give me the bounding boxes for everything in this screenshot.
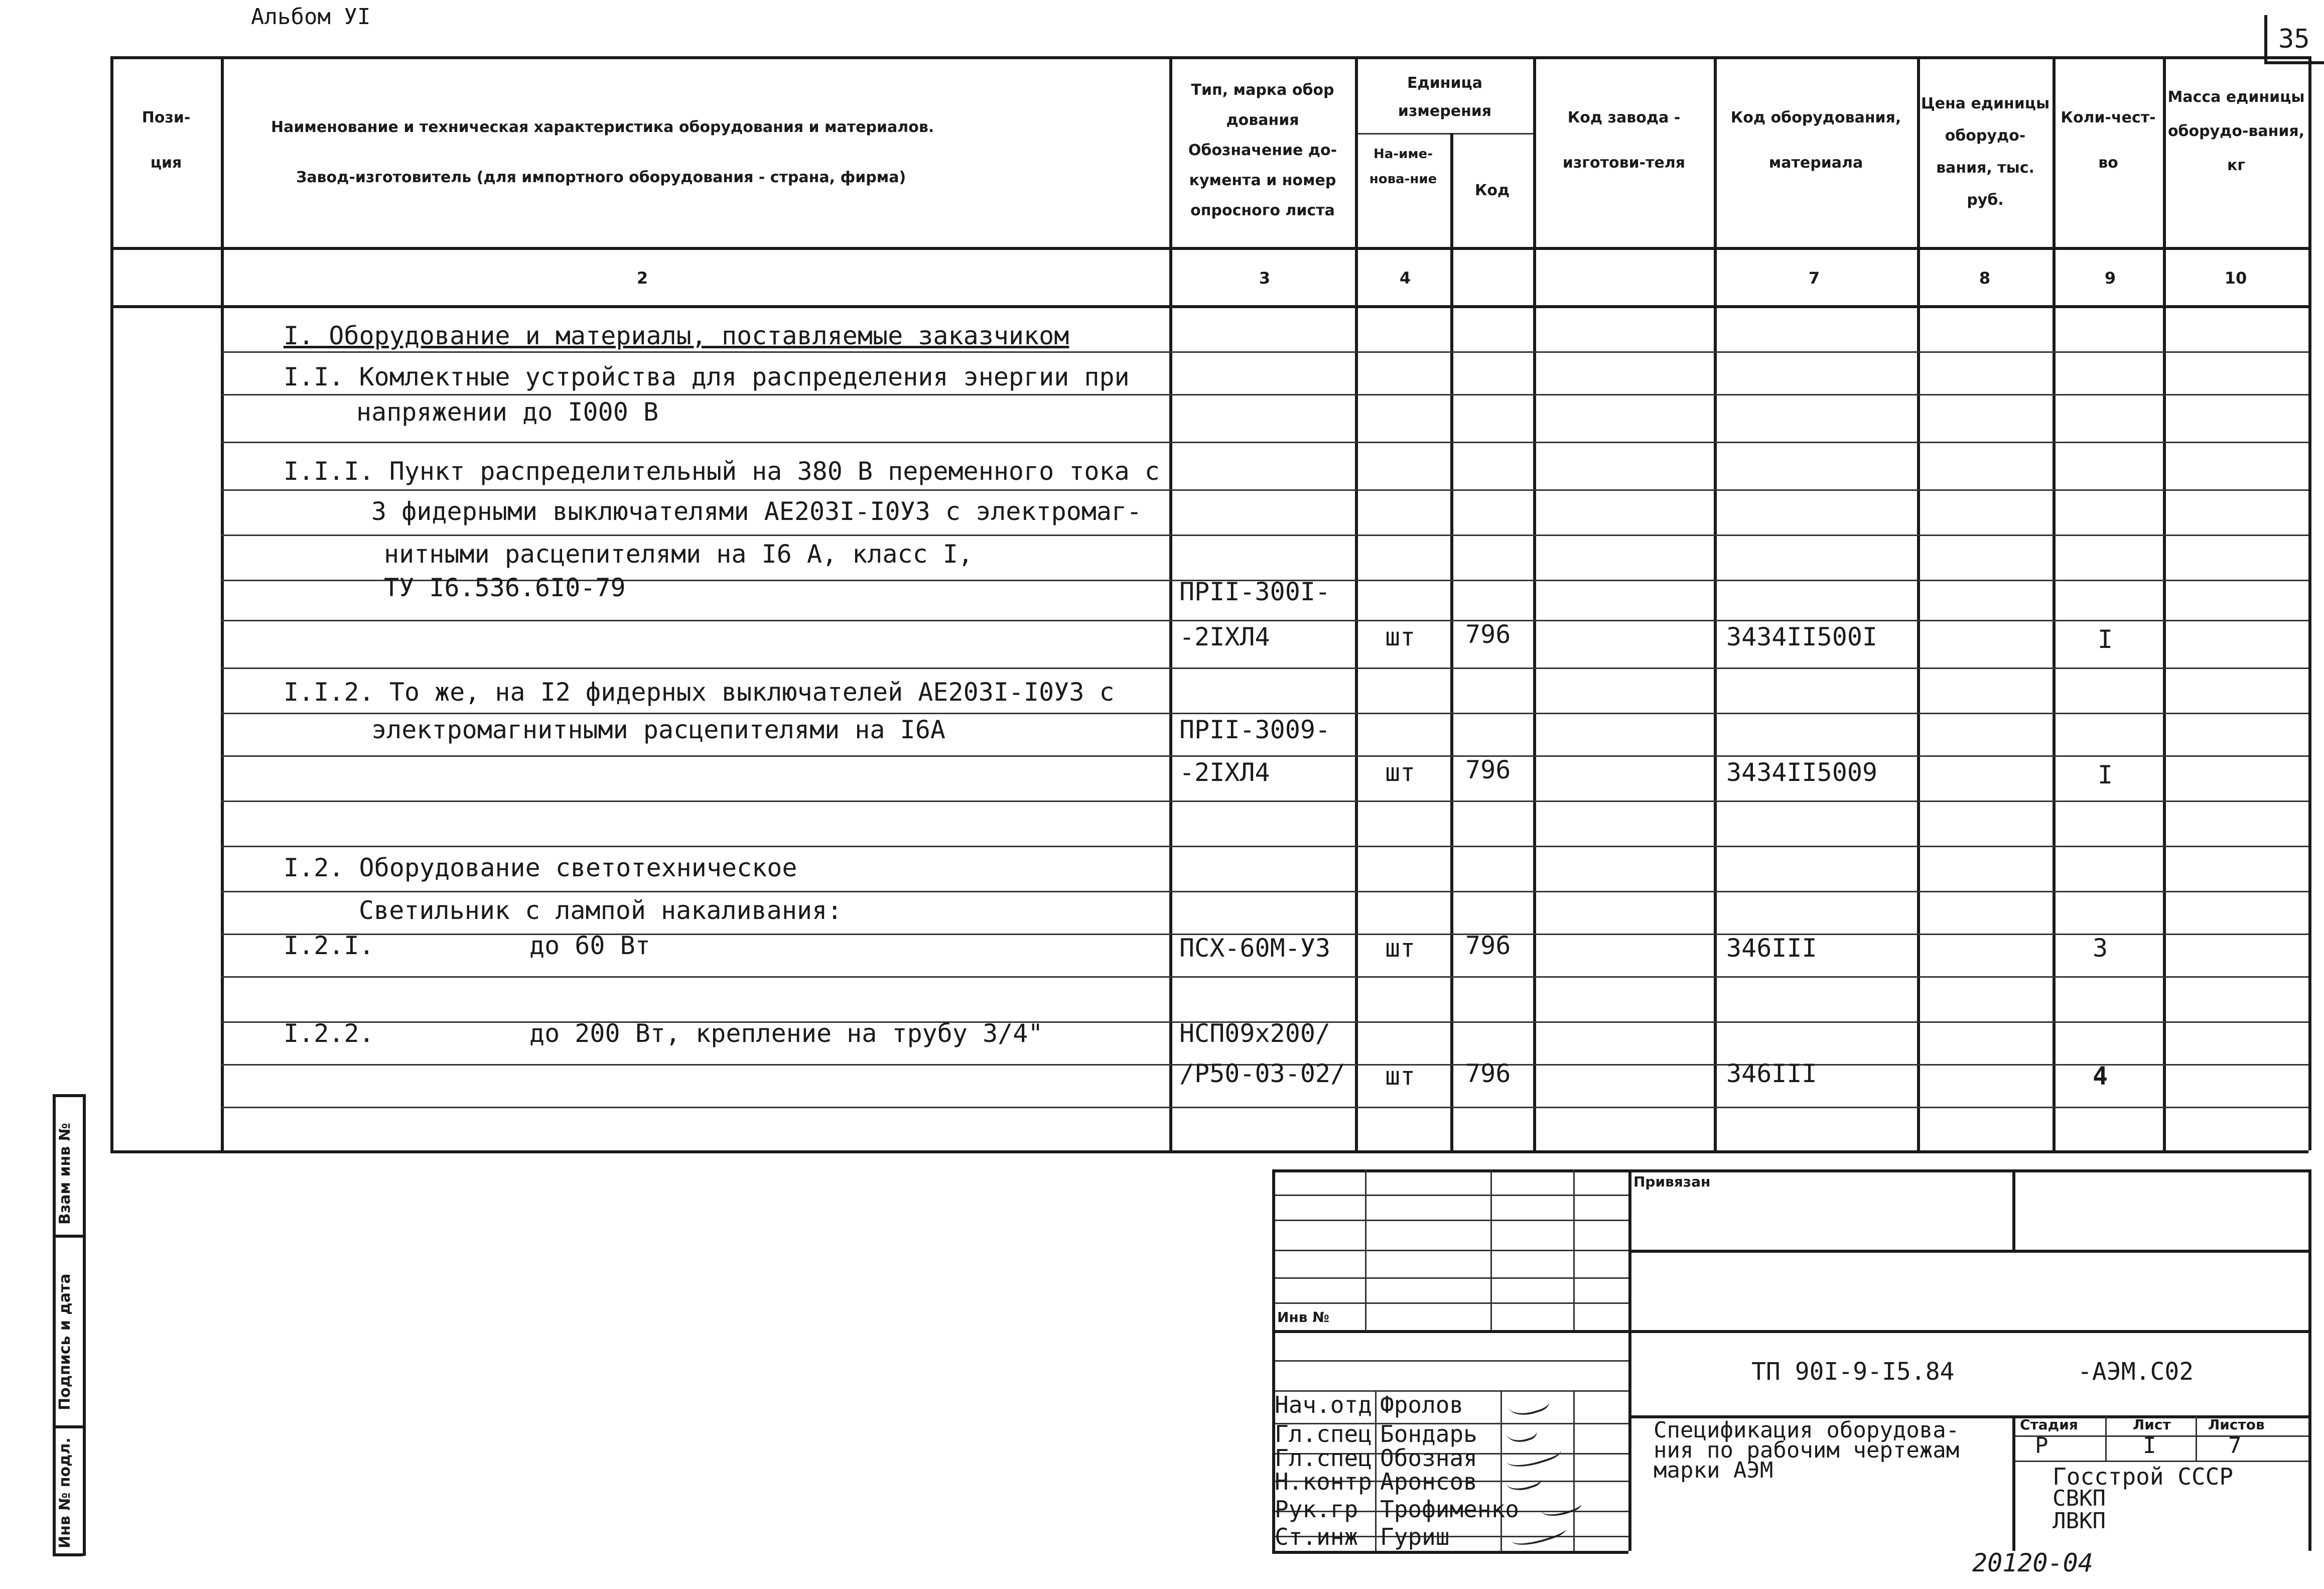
row-qty-16: 4 (2093, 1062, 2108, 1091)
row-code-11: 3434II5009 (1726, 758, 1878, 787)
row-pos-15: I.2.2. (284, 1019, 374, 1048)
person-name-5: Трофименко (1380, 1496, 1519, 1523)
signature-3 (1504, 1437, 1563, 1473)
col-unit-group-header: Единица измерения (1398, 74, 1492, 120)
org-line-1: Госстрой СССР (2053, 1463, 2234, 1490)
row-name-15: до 200 Вт, крепление на трубу 3/4" (529, 1019, 1043, 1048)
row-name-3: напряжении до I000 В (356, 398, 659, 427)
sheet-label: Лист (2133, 1416, 2171, 1433)
sheets-label: Листов (2208, 1416, 2265, 1433)
col-number-4: 4 (1399, 269, 1411, 288)
org-line-2: СВКП (2053, 1486, 2106, 1511)
person-role-1: Нач.отд (1275, 1391, 1372, 1418)
row-name-12: I.2. Оборудование светотехническое (284, 853, 797, 882)
row-name-4: I.I.I. Пункт распределительный на 380 В переменного тока с (284, 457, 1160, 486)
row-code-8: 3434II500I (1726, 622, 1878, 651)
row-unit-16: шт (1385, 1062, 1416, 1091)
col-type-header: Тип, марка обор дования Обозначение до-кумента и номер опросного листа (1188, 81, 1337, 219)
person-name-3: Обозная (1380, 1444, 1477, 1472)
row-unitcode-8: 796 (1465, 620, 1511, 649)
row-name-10: электромагнитными расцепителями на I6А (371, 715, 945, 744)
row-name-5: 3 фидерными выключателями АЕ203I-I0У3 с электромаг- (371, 497, 1142, 526)
row-type-14: ПСХ-60М-У3 (1179, 934, 1331, 963)
row-type-10: ПРII-3009- (1179, 715, 1331, 744)
person-name-1: Фролов (1380, 1391, 1464, 1418)
signature-2 (1503, 1416, 1539, 1446)
row-pos-14: I.2.I. (284, 931, 374, 960)
stage-label: Стадия (2020, 1416, 2078, 1433)
row-unitcode-16: 796 (1465, 1059, 1511, 1088)
row-qty-14: 3 (2093, 934, 2108, 963)
stage-value: Р (2035, 1433, 2048, 1459)
col-equip-code-header: Код оборудования, материала (1730, 109, 1901, 172)
sheets-value: 7 (2228, 1433, 2242, 1459)
row-name-1: I. Оборудование и материалы, поставляемые заказчиком (284, 321, 1069, 350)
signature-4 (1503, 1466, 1543, 1495)
page-number: 35 (2278, 24, 2310, 54)
col-number-10: 10 (2224, 269, 2247, 288)
row-name-13: Светильник с лампой накаливания: (359, 896, 843, 925)
row-name-6: нитными расцепителями на I6 А, класс I, (384, 540, 973, 569)
row-unitcode-11: 796 (1465, 755, 1511, 784)
col-unit-code-header: Код (1474, 182, 1510, 199)
side-vzam: Взам инв № (56, 1123, 74, 1225)
row-type-7: ПРII-300I- (1179, 577, 1331, 606)
col-name-header-2: Завод-изготовитель (для импортного оборудования - страна, фирма) (296, 169, 906, 186)
row-type-16: /Р50-03-02/ (1179, 1059, 1346, 1088)
side-inv-orig: Инв № подл. (56, 1437, 74, 1548)
person-name-4: Аронсов (1380, 1468, 1477, 1495)
col-name-header-1: Наименование и техническая характеристика оборудования и материалов. (271, 118, 934, 136)
person-name-2: Бондарь (1380, 1420, 1477, 1447)
row-name-7: ТУ I6.536.6I0-79 (384, 573, 626, 602)
row-unitcode-14: 796 (1465, 931, 1511, 960)
doc-code: ТП 90I-9-I5.84 (1751, 1358, 1955, 1386)
signature-5 (1539, 1492, 1583, 1521)
col-mass-header: Масса единицы оборудо-вания, кг (2167, 88, 2305, 174)
person-role-2: Гл.спец (1275, 1420, 1372, 1447)
col-price-header: Цена единицы оборудо-вания, тыс. руб. (1921, 95, 2050, 209)
album-label: Альбом УI (251, 4, 371, 30)
row-type-8: -2IХЛ4 (1179, 622, 1270, 651)
col-factory-code-header: Код завода - изготови-теля (1562, 109, 1686, 172)
col-qty-header: Коли-чест-во (2061, 109, 2156, 172)
person-role-5: Рук.гр (1275, 1496, 1358, 1523)
col-number-2: 2 (636, 269, 648, 288)
row-unit-11: шт (1385, 758, 1416, 787)
row-unit-14: шт (1385, 934, 1416, 963)
inv-no-label: Инв № (1277, 1309, 1329, 1326)
person-role-4: Н.контр (1275, 1468, 1372, 1495)
row-qty-11: I (2098, 760, 2113, 789)
row-name-2: I.I. Комлектные устройства для распределения энергии при (284, 362, 1130, 391)
col-number-8: 8 (1979, 269, 1991, 288)
person-name-6: Гуриш (1380, 1523, 1450, 1550)
privyazan-label: Привязан (1633, 1173, 1711, 1190)
col-number-9: 9 (2104, 269, 2116, 288)
org-line-3: ЛВКП (2053, 1508, 2106, 1534)
row-code-16: 346III (1726, 1059, 1817, 1088)
person-role-6: Ст.инж (1275, 1523, 1358, 1550)
row-name-9: I.I.2. То же, на I2 фидерных выключателей АЕ203I-I0У3 с (284, 678, 1115, 707)
footer-number: 20120-04 (1972, 1548, 2093, 1577)
doc-suffix: -АЭМ.С02 (2078, 1358, 2194, 1386)
row-unit-8: шт (1385, 622, 1416, 651)
row-qty-8: I (2098, 625, 2113, 654)
doc-title: Спецификация оборудова- ния по рабочим чертежам марки АЭМ (1654, 1417, 1960, 1483)
signature-1 (1506, 1387, 1551, 1421)
person-role-3: Гл.спец (1275, 1444, 1372, 1472)
row-code-14: 346III (1726, 934, 1817, 963)
sheet-value: I (2143, 1433, 2156, 1459)
col-number-3: 3 (1259, 269, 1271, 288)
row-name-14: до 60 Вт (529, 931, 650, 960)
col-number-7: 7 (1808, 269, 1820, 288)
row-type-11: -2IХЛ4 (1179, 758, 1270, 787)
row-type-15: НСП09х200/ (1179, 1019, 1331, 1048)
col-position-header: Пози- ция (142, 109, 191, 172)
side-sign-date: Подпись и дата (56, 1273, 74, 1410)
col-unit-name-header: На-име-нова-ние (1369, 147, 1437, 187)
